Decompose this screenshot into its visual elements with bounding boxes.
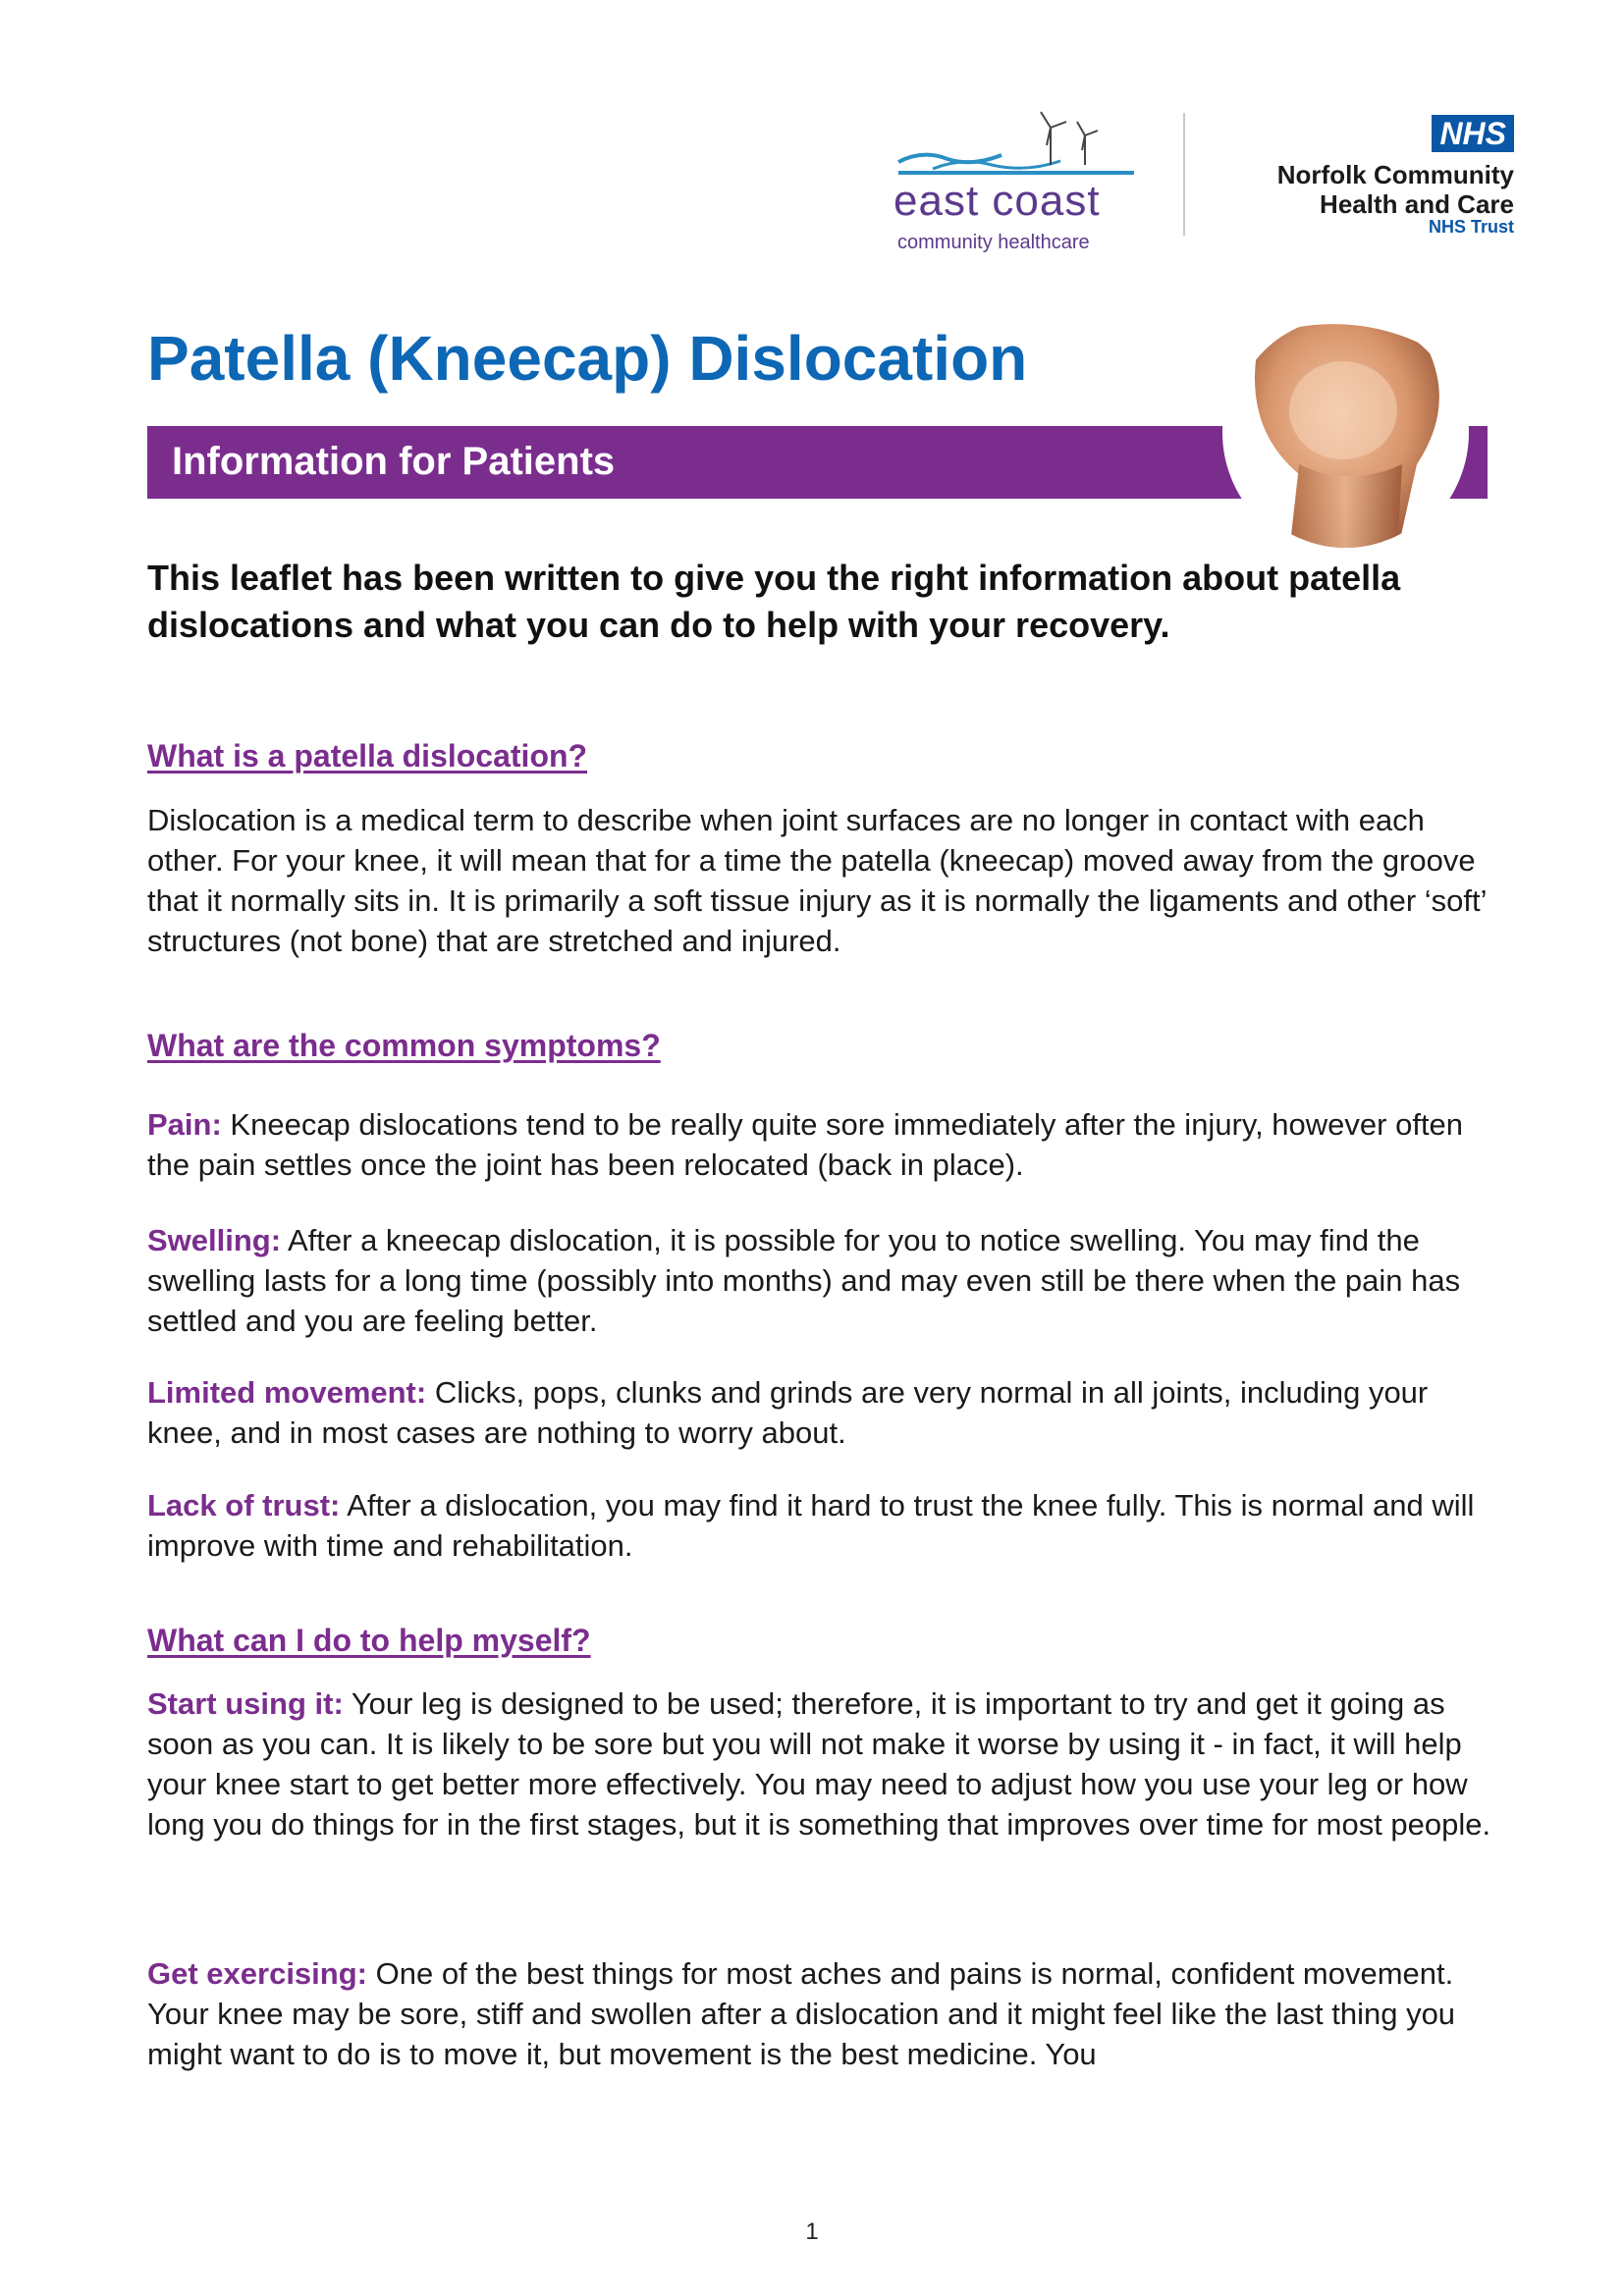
trust-subtitle: NHS Trust bbox=[1428, 217, 1514, 237]
wind-turbine-icon bbox=[893, 108, 1139, 177]
page-number: 1 bbox=[805, 2218, 819, 2245]
trust-name-line1: Norfolk Community bbox=[1276, 160, 1514, 189]
para-start-using bbox=[147, 1683, 1492, 1844]
page-title: Patella (Kneecap) Dislocation bbox=[147, 323, 1028, 394]
para-pain bbox=[147, 1104, 1492, 1185]
east-coast-logo bbox=[893, 108, 1139, 255]
text-exercising: One of the best things for most aches and pains is normal, confident movement. Your knee may be sore, stiff and swollen after a dislocation and it might feel like the last thing you might want to do is to move it, but movement is the best medicine. You bbox=[147, 1956, 1456, 2071]
trust-name-line2: Health and Care bbox=[1320, 189, 1514, 219]
label-start-using: Start using it: bbox=[147, 1686, 344, 1721]
para-movement bbox=[147, 1372, 1492, 1453]
text-swelling: After a kneecap dislocation, it is possible for you to notice swelling. You may find the swelling lasts for a long time (possibly into months) and may even still be there when the pain has settled and you are feeling better. bbox=[147, 1223, 1461, 1338]
para-exercising bbox=[147, 1953, 1492, 2074]
label-swelling: Swelling: bbox=[147, 1223, 282, 1257]
text-trust: After a dislocation, you may find it hard to trust the knee fully. This is normal and will improve with time and rehabilitation. bbox=[147, 1488, 1475, 1563]
label-pain: Pain: bbox=[147, 1107, 222, 1142]
nhs-badge: NHS bbox=[1432, 115, 1514, 152]
heading-help-myself: What can I do to help myself? bbox=[147, 1623, 591, 1658]
heading-symptoms: What are the common symptoms? bbox=[147, 1028, 661, 1063]
para-definition: Dislocation is a medical term to describe when joint surfaces are no longer in contact with each other. For your knee, it will mean that for a time the patella (kneecap) moved away from the groove that it normally sits in. It is primarily a soft tissue injury as it is normally the ligaments and other ‘soft’ structures (not bone) that are stretched and injured. bbox=[147, 803, 1487, 958]
para-trust bbox=[147, 1485, 1492, 1566]
text-movement: Clicks, pops, clunks and grinds are very normal in all joints, including your knee, and in most cases are nothing to worry about. bbox=[147, 1375, 1429, 1450]
east-coast-name: east coast bbox=[893, 177, 1101, 225]
label-movement: Limited movement: bbox=[147, 1375, 427, 1410]
knee-illustration-icon bbox=[1230, 317, 1461, 548]
logo-divider bbox=[1183, 113, 1185, 236]
header-logos bbox=[864, 93, 1551, 260]
label-trust: Lack of trust: bbox=[147, 1488, 341, 1522]
banner-text: Information for Patients bbox=[172, 440, 616, 483]
para-swelling bbox=[147, 1220, 1492, 1341]
text-start-using: Your leg is designed to be used; therefore, it is important to try and get it going as soon as you can. It is likely to be sore but you will not make it worse by using it - in fact, it will help your knee start to get better more effectively. You may need to adjust how you use your leg or how long you do things for in the first stages, but it is something that improves over time for most people. bbox=[147, 1686, 1491, 1842]
heading-what-is: What is a patella dislocation? bbox=[147, 738, 588, 774]
intro-text: This leaflet has been written to give you the right information about patella dislocations and what you can do to help with your recovery. bbox=[147, 558, 1401, 645]
knee-photo bbox=[1222, 309, 1469, 556]
trust-name bbox=[1277, 160, 1514, 219]
label-exercising: Get exercising: bbox=[147, 1956, 367, 1991]
east-coast-subtitle: community healthcare bbox=[897, 232, 1090, 253]
text-pain: Kneecap dislocations tend to be really quite sore immediately after the injury, however often the pain settles once the joint has been relocated (back in place). bbox=[147, 1107, 1464, 1182]
